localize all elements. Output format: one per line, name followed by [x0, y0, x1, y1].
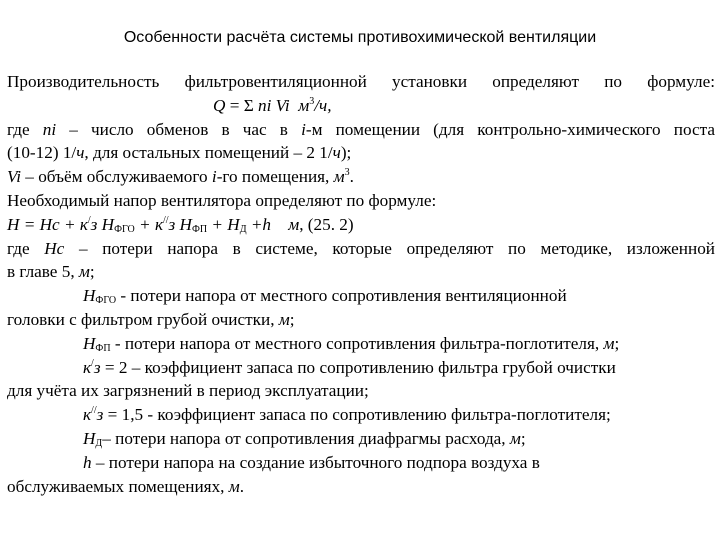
superscript: 3: [309, 95, 315, 107]
superscript: 3: [344, 167, 350, 179]
italic-text: к: [83, 357, 92, 377]
text-line: [7, 284, 715, 308]
text-span: – потери напора от сопротивления диафрагмы расхода,: [102, 428, 510, 448]
text-span: );: [340, 143, 352, 163]
italic-text: з: [96, 405, 104, 425]
italic-text: з: [93, 357, 101, 377]
text-line: Необходимый напор вентилятора определяют по формуле:: [7, 190, 437, 210]
text-span: -го помещения,: [216, 167, 334, 187]
formula-text: +h: [246, 214, 272, 234]
text-line: [7, 237, 715, 261]
text-line: [7, 308, 715, 332]
formula-line: [7, 94, 715, 118]
equation-number: , (25. 2): [299, 214, 354, 234]
subscript: ФГО: [114, 223, 135, 235]
text-line: для учёта их загрязнений в период эксплуатации;: [7, 381, 369, 401]
text-span: = 2 – коэффициент запаса по сопротивлению фильтра грубой очистки: [100, 357, 616, 377]
text-line: [7, 141, 715, 165]
formula-text: + к: [134, 214, 163, 234]
text-span: – потери напора в системе, которые определяют по методике, изложенной: [64, 238, 715, 258]
text-span: головки с фильтром грубой очистки,: [7, 309, 279, 329]
unit-text: /ч,: [314, 95, 332, 115]
slide-title: Особенности расчёта системы противохимической вентиляции: [123, 29, 597, 46]
text-span: = 1,5 - коэффициент запаса по сопротивлению фильтра-поглотителя;: [103, 405, 611, 425]
text-span: где: [7, 119, 43, 139]
text-span: – число обменов в час в: [56, 119, 302, 139]
text-span: ;: [89, 262, 95, 282]
superscript: /: [87, 214, 91, 226]
italic-text: м: [603, 333, 615, 353]
text-span: ;: [614, 333, 620, 353]
text-span: (10-12) 1/: [7, 143, 77, 163]
superscript: //: [91, 405, 97, 417]
italic-text: i: [211, 167, 217, 187]
italic-text: Vi: [7, 167, 21, 187]
italic-text: h: [83, 452, 92, 472]
text-line: [7, 118, 715, 142]
text-line: [7, 165, 715, 189]
text-line: [7, 260, 715, 284]
italic-text: к: [83, 405, 92, 425]
subscript: Д: [95, 437, 103, 449]
subscript: ФП: [95, 342, 111, 354]
formula-line: [7, 213, 715, 237]
italic-text: Hc: [44, 238, 65, 258]
subscript: ФГО: [95, 295, 117, 307]
text-line: [7, 332, 715, 356]
text-line: [7, 451, 715, 475]
text-span: , для остальных помещений – 2 1/: [84, 143, 333, 163]
italic-text: м: [78, 262, 90, 282]
text-span: .: [349, 167, 354, 187]
slide-body: [7, 70, 715, 498]
formula-text: = Σ: [225, 95, 259, 115]
unit-text: м: [288, 214, 300, 234]
formula-text: ni Vi: [258, 95, 290, 115]
italic-text: H: [83, 428, 96, 448]
superscript: //: [162, 214, 169, 226]
subscript: ФП: [191, 223, 208, 235]
formula-text: H = Hc + к: [7, 214, 88, 234]
italic-text: H: [83, 286, 96, 306]
text-line: [7, 403, 715, 427]
text-span: обслуживаемых помещениях,: [7, 476, 229, 496]
italic-text: ч: [332, 143, 341, 163]
italic-text: м: [228, 476, 240, 496]
formula-q: Q: [213, 95, 226, 115]
italic-text: м: [278, 309, 290, 329]
subscript: Д: [239, 223, 247, 235]
superscript: /: [91, 357, 94, 369]
text-span: - потери напора от местного сопротивления фильтра-поглотителя,: [110, 333, 604, 353]
formula-text: з H: [168, 214, 192, 234]
italic-text: ni: [42, 119, 57, 139]
unit-text: м: [298, 95, 310, 115]
text-span: – потери напора на создание избыточного подпора воздуха в: [91, 452, 540, 472]
text-line: Производительность фильтровентиляционной установки определяют по формуле:: [7, 72, 715, 91]
italic-text: ч: [76, 143, 85, 163]
text-span: в главе 5,: [7, 262, 79, 282]
italic-text: H: [83, 333, 96, 353]
text-line: [7, 475, 715, 499]
text-span: ;: [520, 428, 526, 448]
text-span: - потери напора от местного сопротивления вентиляционной: [116, 286, 567, 306]
text-line: [7, 356, 715, 380]
italic-text: i: [301, 119, 306, 139]
text-span: – объём обслуживаемого: [21, 167, 212, 187]
text-span: .: [239, 476, 245, 496]
formula-text: з H: [90, 214, 115, 234]
text-span: где: [7, 238, 45, 258]
formula-text: + H: [207, 214, 240, 234]
text-span: ;: [289, 309, 295, 329]
italic-text: м: [509, 428, 521, 448]
text-line: [7, 427, 715, 451]
italic-text: м: [333, 167, 345, 187]
text-span: -м помещении (для контрольно-химического поста: [305, 119, 715, 139]
